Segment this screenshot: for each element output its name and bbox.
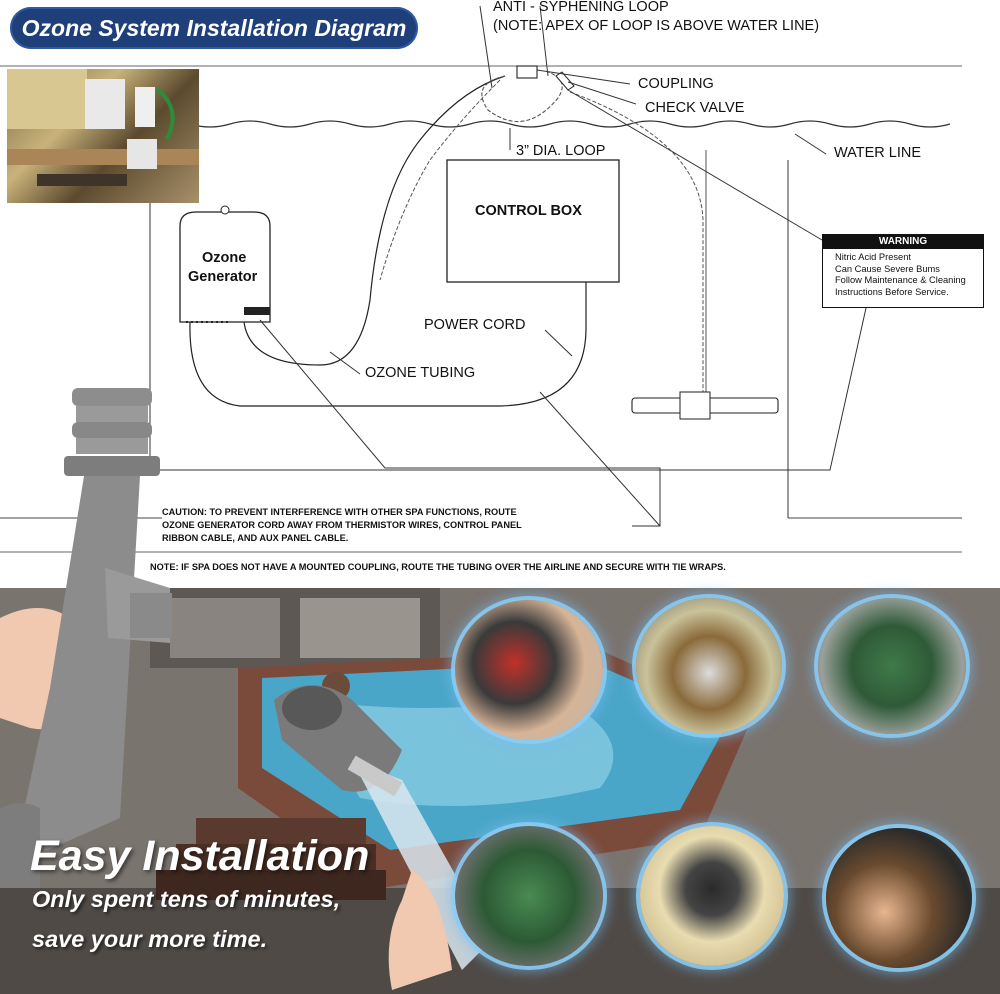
caution-line-1: CAUTION: TO PREVENT INTERFERENCE WITH OTHER SPA FUNCTIONS, ROUTE <box>162 507 517 517</box>
power-cord-label: POWER CORD <box>424 317 526 333</box>
water-line <box>150 121 950 127</box>
loop-label: 3” DIA. LOOP <box>516 143 606 159</box>
coupling-label: COUPLING <box>638 76 714 92</box>
warning-line-4: Instructions Before Service. <box>835 286 949 297</box>
step-photo-board <box>818 598 966 734</box>
adapter-tubing-icon <box>262 670 502 990</box>
page-title: Ozone System Installation Diagram <box>10 7 418 49</box>
caution-text <box>162 506 632 545</box>
step-photo-wiring <box>455 826 603 966</box>
installation-photo <box>7 69 199 203</box>
caution-line-3: RIBBON CABLE, AND AUX PANEL CABLE. <box>162 533 349 543</box>
step-photo-cutter <box>636 598 782 734</box>
promo-subline-1: Only spent tens of minutes, <box>32 886 341 912</box>
ozone-generator-shape <box>180 212 270 322</box>
note-text: NOTE: IF SPA DOES NOT HAVE A MOUNTED COUPLING, ROUTE THE TUBING OVER THE AIRLINE AND SECURE WITH TIE WRAPS. <box>150 562 726 572</box>
warning-line-2: Can Cause Severe Bums <box>835 263 940 274</box>
warning-line-3: Follow Maintenance & Cleaning <box>835 275 966 285</box>
control-box-label: CONTROL BOX <box>475 203 582 219</box>
water-line-label: WATER LINE <box>834 145 922 161</box>
warning-heading: WARNING <box>823 235 983 249</box>
coupling-shape <box>517 66 537 78</box>
anti-siphon-label: ANTI - SYPHENING LOOP <box>493 0 669 15</box>
ozone-tubing-label: OZONE TUBING <box>365 365 476 381</box>
check-valve-label: CHECK VALVE <box>645 100 745 116</box>
promo-headline: Easy Installation <box>30 832 370 880</box>
step-photo-hose <box>826 828 972 968</box>
caution-line-2: OZONE GENERATOR CORD AWAY FROM THERMISTOR WIRES, CONTROL PANEL <box>162 520 522 530</box>
warning-body <box>823 249 983 298</box>
ozone-generator-label-2: Generator <box>188 269 258 285</box>
ozone-generator-label-1: Ozone <box>202 250 247 266</box>
promo-subline-2: save your more time. <box>32 926 268 952</box>
anti-siphon-note: (NOTE: APEX OF LOOP IS ABOVE WATER LINE) <box>493 18 820 34</box>
control-box-shape <box>447 160 619 282</box>
venturi-fitting-icon <box>0 388 190 898</box>
step-photo-drill <box>455 600 603 740</box>
step-photo-unit <box>640 826 784 966</box>
warning-line-1: Nitric Acid Present <box>835 252 911 262</box>
warning-box <box>822 234 984 308</box>
